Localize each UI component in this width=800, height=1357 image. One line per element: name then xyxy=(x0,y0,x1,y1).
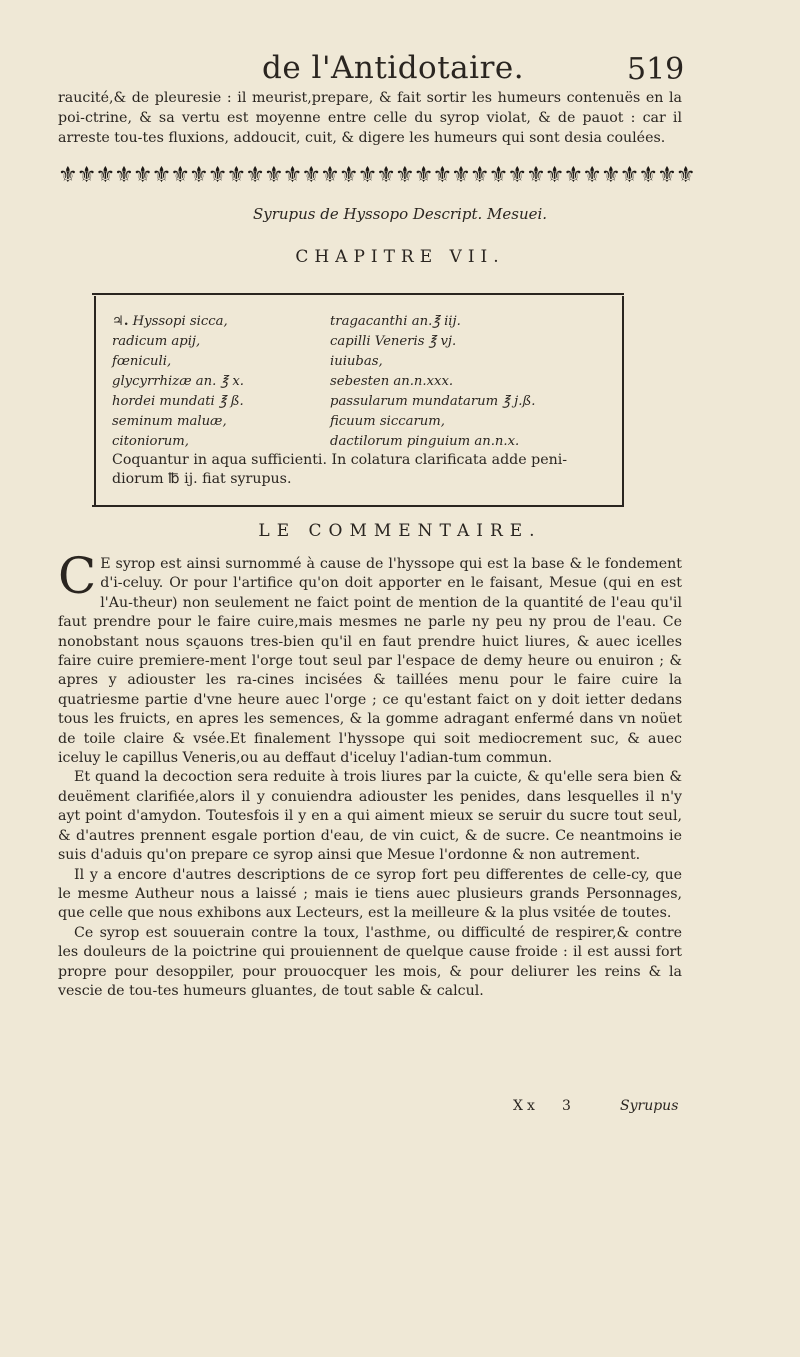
commentary-paragraph: Ce syrop est souuerain contre la toux, l'asthme, ou difficulté de respirer,& contre les douleurs de la poictrine qui prouiennent de quelque cause froide : il est aussi fort propre pour desoppiler, pour prouocquer les mois, & pour deliurer les reins & la vescie de tou-tes humeurs gluantes, de tout sable & calcul. xyxy=(58,924,682,999)
ingredient-right: dactilorum pinguium an.n.x. xyxy=(330,434,520,449)
commentary-paragraph: Il y a encore d'autres descriptions de ce syrop fort peu differentes de celle-cy, que le mesme Autheur nous a laissé ; mais ie tiens auec plusieurs grands Personnages, que celle que nous exhibons aux Lecteurs, est la meilleure & la plus vsitée de toutes. xyxy=(58,866,682,922)
ingredient-list xyxy=(112,312,622,452)
running-title: de l'Antidotaire. xyxy=(262,50,525,86)
ingredient-row xyxy=(112,412,622,432)
fleuron-ornament-band: ⚜⚜⚜⚜⚜⚜⚜⚜⚜⚜⚜⚜⚜⚜⚜⚜⚜⚜⚜⚜⚜⚜⚜⚜⚜⚜⚜⚜⚜⚜⚜⚜⚜⚜ xyxy=(58,163,695,188)
recipe-box-top-rule xyxy=(92,293,624,295)
ingredient-left: fœniculi, xyxy=(112,354,172,369)
ingredient-right: iuiubas, xyxy=(330,354,383,369)
recipe-mark-icon: ♃. xyxy=(112,314,129,329)
continuation-text: raucité,& de pleuresie : il meurist,prepare, & fait sortir les humeurs contenuës en la poi-ctrine, & sa vertu est moyenne entre celle du syrop violat, & de pauot : car il arreste tou-tes fluxions, addoucit, cuit, & digere les humeurs qui sont desia coulées. xyxy=(58,90,682,146)
signature-number: 3 xyxy=(562,1098,571,1114)
recipe-title: Syrupus de Hyssopo Descript. Mesuei. xyxy=(252,205,548,223)
page-number: 519 xyxy=(627,52,685,87)
ingredient-row xyxy=(112,372,622,392)
recipe-box-left-rule xyxy=(94,296,96,506)
recipe-box-right-rule xyxy=(622,296,624,506)
ingredient-left: citoniorum, xyxy=(112,434,189,449)
commentary-heading: LE COMMENTAIRE. xyxy=(258,521,542,541)
ingredient-left: radicum apij, xyxy=(112,334,201,349)
ingredient-right: capilli Veneris ℥ vj. xyxy=(330,334,457,349)
ingredient-left: Hyssopi sicca, xyxy=(132,314,228,329)
commentary-paragraph: Et quand la decoction sera reduite à trois liures par la cuicte, & qu'elle sera bien & deuëment clarifiée,alors il y conuiendra adiouster les penides, dans lesquelles il n'y ayt point d'amydon. Toutesfois il y en a qui aiment mieux se seruir du sucre tout seul, & d'autres prennent esgale portion d'eau, de vin cuict, & de sucre. Ce neantmoins ie suis d'aduis qu'on prepare ce syrop ainsi que Mesue l'ordonne & non autrement. xyxy=(58,769,682,864)
chapter-heading: CHAPITRE VII. xyxy=(295,247,505,267)
drop-capital: C xyxy=(58,547,97,605)
commentary-paragraph: C E syrop est ainsi surnommé à cause de l'hyssope qui est la base & le fondement d'i-celuy. Or pour l'artifice qu'on doit apporter en le faisant, Mesue (qui en est l'Au-theur) non seulement ne faict point de mention de la quantité de l'eau qu'il faut prendre pour le faire cuire,mais mesmes ne parle ny peu ny prou de l'eau. Ce nonobstant nous sçauons tres-bien qu'il en faut prendre huict liures, & auec icelles faire cuire premiere-ment l'orge tout seul par l'espace de demy heure ou enuiron ; & apres y adiouster les ra-cines incisées & taillées menu pour le faire cuire la quatriesme partie d'vne heure auec l'orge ; ce qu'estant faict on y doit ietter dedans tous les fruicts, en apres les semences, & la gomme adragant enfermé dans vn noüet de toile claire & vsée.Et finalement l'hyssope qui soit mediocrement suc, & auec iceluy le capillus Veneris,ou au deffaut d'iceluy l'adian-tum commun. xyxy=(58,547,682,767)
commentary-body xyxy=(58,547,682,1001)
ingredient-row xyxy=(112,332,622,352)
page-footer xyxy=(0,1098,800,1122)
signature-mark: Xx xyxy=(513,1098,539,1114)
ingredient-row xyxy=(112,432,622,452)
ingredient-row xyxy=(112,312,622,332)
ingredient-left: seminum maluæ, xyxy=(112,414,227,429)
ingredient-right: ficuum siccarum, xyxy=(330,414,445,429)
ingredient-left: glycyrrhizæ an. ℥ x. xyxy=(112,374,244,389)
continuation-paragraph xyxy=(58,88,682,148)
ingredient-left: hordei mundati ℥ ß. xyxy=(112,394,244,409)
ingredient-row xyxy=(112,392,622,412)
recipe-box-bottom-rule xyxy=(92,505,624,507)
catchword: Syrupus xyxy=(620,1098,679,1114)
ingredient-row xyxy=(112,352,622,372)
ingredient-right: tragacanthi an.℥ iij. xyxy=(330,314,461,329)
ingredient-right: passularum mundatarum ℥ j.ß. xyxy=(330,394,536,409)
recipe-instruction: Coquantur in aqua sufficienti. In colatura clarificata adde peni-diorum ℔ ij. fiat syrupus. xyxy=(112,452,568,487)
running-head xyxy=(0,50,800,90)
ingredient-right: sebesten an.n.xxx. xyxy=(330,374,454,389)
